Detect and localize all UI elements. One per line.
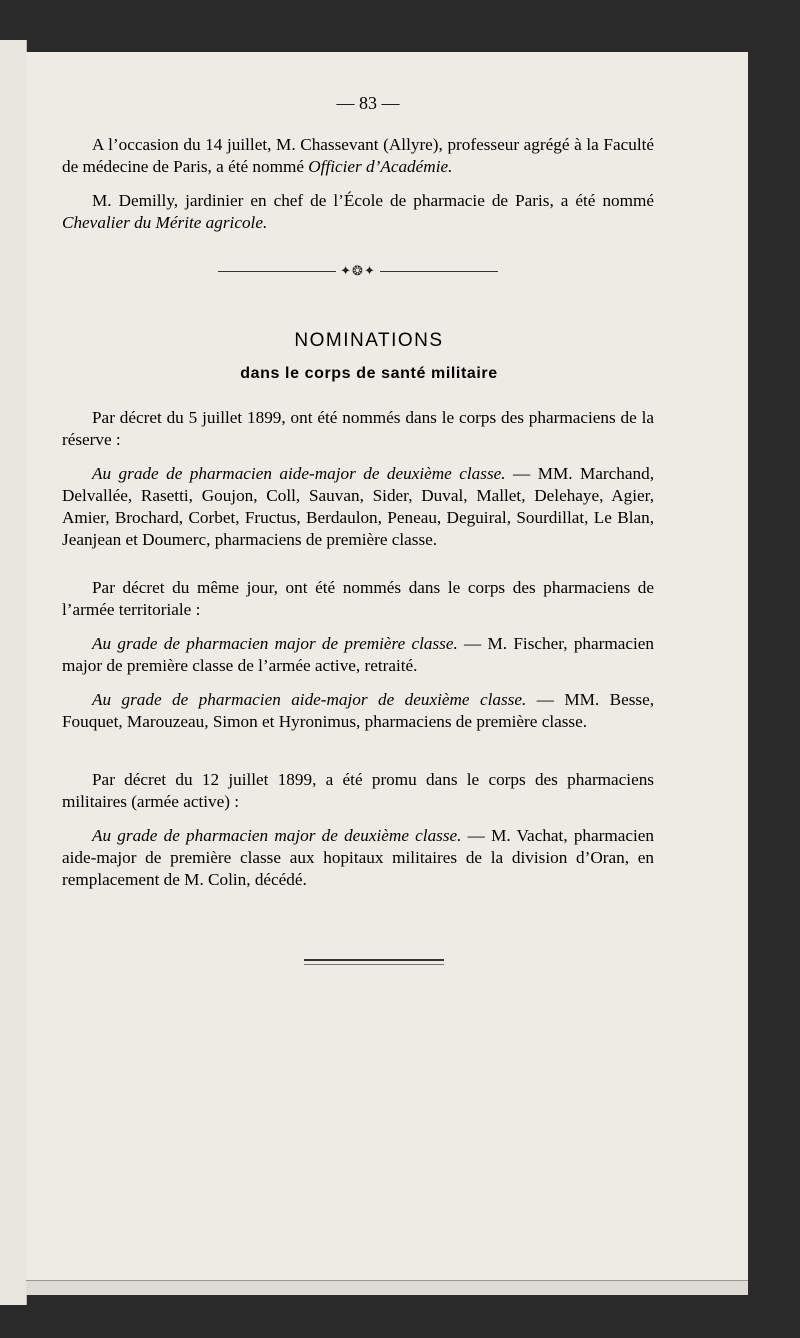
section-title: NOMINATIONS [294,330,444,351]
paragraph-italic: Officier d’Académie. [308,157,453,176]
decree3-intro: Par décret du 12 juillet 1899, a été promu dans le corps des pharmaciens militaires (armée active) : [62,770,654,811]
section-subtitle: dans le corps de santé militaire [240,365,498,382]
decree1-intro: Par décret du 5 juillet 1899, ont été nommés dans le corps des pharmaciens de la réserve : [62,408,654,449]
decree2-grade2-paragraph [62,689,654,733]
divider-rule-left [218,271,336,272]
fleuron-icon: ✦❂✦ [340,263,376,278]
page-bottom-edge [26,1280,748,1295]
grade-label: Au grade de pharmacien aide-major de deuxième classe. [92,464,506,483]
ornamental-divider [62,260,654,282]
grade-label: Au grade de pharmacien major de première classe. [92,634,458,653]
page-content [62,92,654,965]
paragraph-italic: Chevalier du Mérite agricole. [62,213,268,232]
adjacent-page-edge [0,40,27,1305]
decree3-grade-paragraph [62,825,654,891]
names-list: — M. Vachat, pharmacien aide-major de première classe aux hopitaux militaires de la division d’Oran, en remplacement de M. Colin, décédé. [62,826,654,889]
names-list: — M. Fischer, pharmacien major de première classe de l’armée active, retraité. [62,634,655,675]
page-number: — 83 — [336,93,400,113]
grade-label: Au grade de pharmacien major de deuxième classe. [92,826,462,845]
paragraph-text: M. Demilly, jardinier en chef de l’École de pharmacie de Paris, a été nommé [92,191,654,210]
names-list: — MM. Besse, Fouquet, Marouzeau, Simon et Hyronimus, pharmaciens de première classe. [62,690,654,731]
decree1-grade-paragraph [62,463,654,551]
divider-rule-right [380,271,498,272]
decree2-grade1-paragraph [62,633,654,677]
grade-label: Au grade de pharmacien aide-major de deuxième classe. [92,690,527,709]
paragraph-text: A l’occasion du 14 juillet, M. Chassevant (Allyre), professeur agrégé à la Faculté de médecine de Paris, a été nommé [62,135,654,176]
decree2-intro: Par décret du même jour, ont été nommés dans le corps des pharmaciens de l’armée territoriale : [62,578,654,619]
paragraph-chassevant [62,134,654,178]
names-list: — MM. Marchand, Delvallée, Rasetti, Goujon, Coll, Sauvan, Sider, Duval, Mallet, Delehaye, Agier, Amier, Brochard, Corbet, Fructus, Berdaulon, Peneau, Deguiral, Sourdillat, Le Blan, Jeanjean et Doumerc, pharmaciens de première classe. [62,464,654,549]
end-rule [304,959,444,965]
paragraph-demilly [62,190,654,234]
